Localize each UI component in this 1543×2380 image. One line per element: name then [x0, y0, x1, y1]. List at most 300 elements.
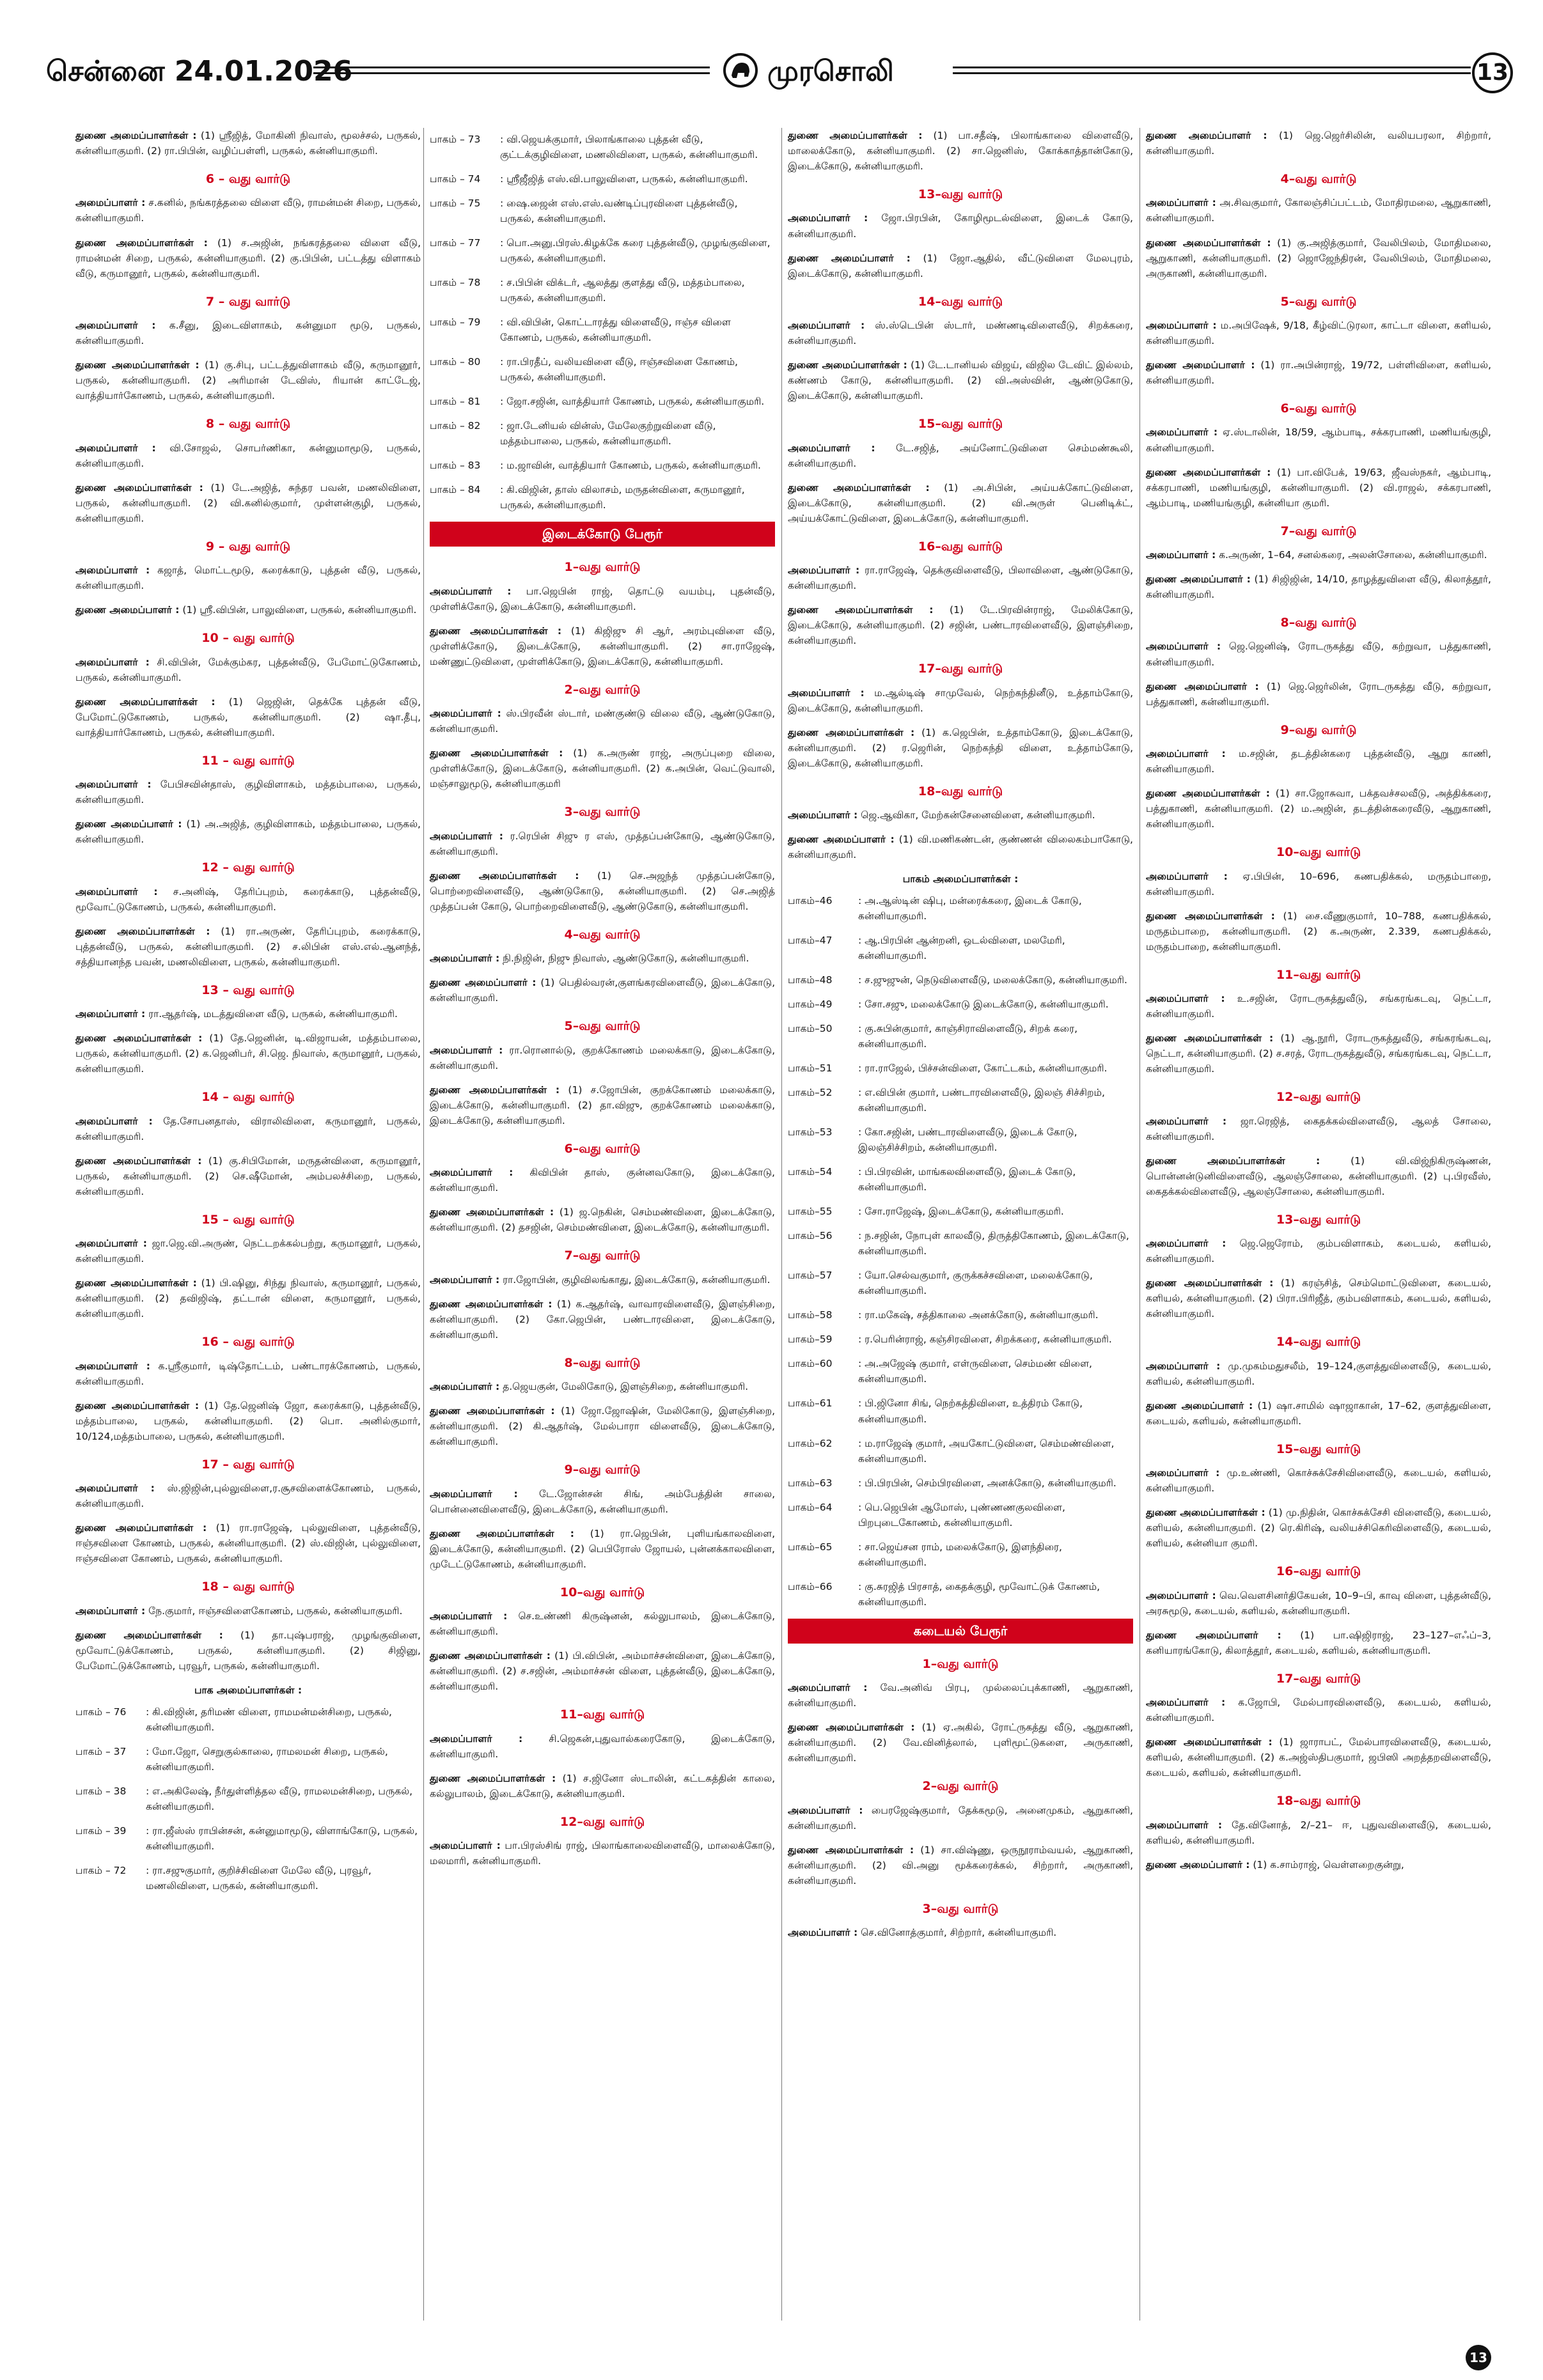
appointment-details: சி.ஜெகன்,புதுவால்கரைகோடு, இடைக்கோடு, கன்னியாகுமரி.: [430, 1732, 776, 1760]
role-label: அமைப்பாளர் :: [1146, 1589, 1216, 1601]
appointment-details: நி.நிஜின், நிஜு நிவாஸ், ஆண்டுகோடு, கன்னியாகுமரி.: [499, 953, 749, 965]
booth-details: : கு.சுபின்குமார், காஞ்சிராவிளைவீடு, சிறக் கரை, கன்னியாகுமரி.: [858, 1023, 1078, 1050]
role-label: துணை அமைப்பாளர்கள் :: [1146, 237, 1271, 249]
appointment-details: (1) டே.பிரவின்ராஜ், மேலிக்கோடு, இடைக்கோடு, கன்னியாகுமரி. (2) சஜின், பண்டாரவிளைவீடு, இளஞ்சிறை, கன்னியாகுமரி.: [788, 604, 1134, 647]
role-label: அமைப்பாளர் :: [788, 319, 865, 331]
appointment-details: (1) ஸ்ரீ.விபின், பாலுவிளை, பருகல், கன்னியாகுமரி.: [179, 604, 417, 616]
appointment-entry: [75, 1520, 421, 1566]
appointment-details: செ.வினோத்குமார், சிற்றார், கன்னியாகுமரி.: [858, 1927, 1057, 1939]
booth-details: : ஜா.டேனியல் வின்ஸ், மேலேகுற்றுவிளை வீடு, மத்தம்பாலை, பருகல், கன்னியாகுமரி.: [500, 420, 716, 447]
role-label: அமைப்பாளர் :: [75, 1115, 153, 1127]
appointment-entry: [75, 318, 421, 348]
ward-heading: 13 – வது வார்டு: [201, 983, 295, 997]
booth-number: பாகம்–55: [788, 1206, 833, 1218]
appointment-entry: [75, 1628, 421, 1674]
appointment-details: (1) வி.விஜ்நிகிருஷ்ணன், பொன்னன்டுனிவிளைவீடு, ஆலஞ்சோலை, கன்னியாகுமரி. (2) பு.பிரவீஸ், கைதக்கல்விளைவீடு, ஆலஞ்சோலை, கன்னியாகுமரி.: [1146, 1155, 1491, 1197]
role-label: துணை அமைப்பாளர் :: [430, 977, 537, 989]
appointment-details: (1) சை.வீணுகுமார், 10–788, கணபதிக்கல், மருதம்பாறை, கன்னியாகுமரி. (2) க.அருண், 2.339, கணபதிக்கல், மருதம்பாறை, கன்னியாகுமரி.: [1146, 910, 1492, 953]
ward-heading: 2–வது வார்டு: [922, 1779, 999, 1794]
role-label: அமைப்பாளர் :: [430, 1167, 513, 1179]
ward-heading: 2–வது வார்டு: [564, 682, 641, 697]
appointment-details: க.ஸ்ரீகுமார், டிஷ்தோட்டம், பண்டாரக்கோணம், பருகல், கன்னியாகுமரி.: [75, 1360, 421, 1387]
appointment-entry: [75, 884, 421, 915]
role-label: அமைப்பாளர் :: [430, 1610, 508, 1622]
role-label: துணை அமைப்பாளர்கள் :: [75, 925, 210, 937]
appointment-details: (1) டே.அஜித், சுந்தர பவன், மணலிவிளை, பருகல், கன்னியாகுமரி. (2) வி.கனில்குமார், முள்ளன்குழி, பருகல், கன்னியாகுமரி.: [75, 481, 421, 524]
appointment-details: ச.அனிஷ், தேரிப்புறம், கரைக்காடு, புத்தன்வீடு, மூவோட்டுகோணம், பருகல், கன்னியாகுமரி.: [75, 885, 421, 913]
role-label: துணை அமைப்பாளர்கள் :: [75, 1522, 207, 1534]
appointment-entry: [75, 655, 421, 685]
booth-number: பாகம் – 37: [75, 1745, 127, 1757]
appointment-details: (1) சா.ஜோசுவா, பக்தவச்சலவீடு, அத்திக்கரை, பத்துகாணி, கன்னியாகுமரி. (2) ம.அஜின், தடத்தின்கரைவீடு, ஆறுகாணி, கன்னியாகுமரி.: [1146, 788, 1491, 830]
role-label: அமைப்பாளர் :: [1146, 747, 1226, 759]
appointment-details: (1) க.அருண் ராஜ், அருப்புறை விலை, முள்ளிக்கோடு, இடைக்கோடு, கன்னியாகுமரி. (2) க.அபின், வெட்டுவாலி, மஞ்சாலுமூடு, கன்னியாகுமரி: [430, 747, 775, 790]
booth-details: : மோ.ஜோ, செறுகுல்காலை, ராமலமன் சிறை, பருகல், கன்னியாகுமரி.: [146, 1745, 388, 1773]
role-label: துணை அமைப்பாளர் :: [788, 252, 911, 264]
role-label: அமைப்பாளர் :: [75, 656, 150, 668]
appointment-details: (1) ஜாராபட், மேல்பாரவிளைவீடு, கடையல், களியல், கன்னியாகுமரி. (2) க.அஜ்ஸ்திபகுமார், ஜபிஸி அறத்தறவிளைவீடு, கடையல், களியல், கன்னியாகுமரி.: [1146, 1736, 1492, 1779]
appointment-entry: [1146, 786, 1491, 832]
booth-details: : ச.பிபின் விக்டர், ஆலத்து குளத்து வீடு, மத்தம்பாலை, பருகல், கன்னியாகுமரி.: [500, 277, 745, 304]
booth-list: [430, 132, 775, 513]
appointment-details: ஜா.ரெஜித், கைதக்கல்விளைவீடு, ஆலத் சோலை, கன்னியாகுமரி.: [1146, 1115, 1491, 1142]
ward-heading: 1–வது வார்டு: [922, 1656, 999, 1671]
role-label: துணை அமைப்பாளர்கள் :: [430, 1650, 551, 1662]
appointment-entry: [1146, 235, 1491, 281]
booth-number: பாகம் – 39: [75, 1824, 127, 1837]
appointment-details: (1) ஜெ.ஜெர்சிலின், வலியபரலா, சிற்றார், கன்னியாகுமரி.: [1146, 130, 1491, 157]
ward-heading: 13–வது வார்டு: [1276, 1212, 1361, 1227]
appointment-entry: [1146, 679, 1491, 710]
ward-heading: 16–வது வார்டு: [918, 539, 1003, 554]
ward-heading: 12–வது வார்டு: [1276, 1090, 1361, 1105]
role-label: துணை அமைப்பாளர் :: [75, 604, 180, 616]
appointment-details: டே.ஜோன்சன் சிங், அம்பேத்தின் சாலை, பொன்னைவிளைவீடு, இடைக்கோடு, கன்னியாகுமரி.: [430, 1488, 775, 1515]
appointment-entry: [430, 1379, 775, 1394]
appointment-entry: [1146, 908, 1491, 954]
appointment-details: (1) ஜோ.ஜோஷின், மேலிகோடு, இளஞ்சிறை, கன்னியாகுமரி. (2) கி.ஆதர்ஷ், மேல்பாரா விளைவீடு, இடைக்கோடு, கன்னியாகுமரி.: [430, 1405, 775, 1448]
appointment-details: (1) தா.புஷ்பராஜ், முழங்குவிளை, மூவோட்டுக்கோணம், பருகல், கன்னியாகுமரி. (2) சிஜினு, பேமோட்டுக்கோணம், புரவூர், பருகல், கன்னியாகுமரி.: [75, 1629, 421, 1672]
appointment-entry: [788, 563, 1133, 593]
role-label: துணை அமைப்பாளர்கள் :: [788, 726, 915, 738]
role-label: அமைப்பாளர் :: [788, 442, 875, 454]
booth-list: [75, 1683, 421, 1894]
ward-heading: 8 – வது வார்டு: [205, 417, 291, 432]
booth-details: : வி.ஜெயக்குமார், பிலாங்காலை புத்தன் வீடு, குட்டக்குழிவிளை, மணலிவிளை, பருகல், கன்னியாகுமரி.: [500, 134, 758, 161]
booth-row: [788, 1356, 1133, 1387]
appointment-details: (1) கரஞ்சித், செம்மொட்டுவிளை, கடையல், களியல், கன்னியாகுமரி. (2) பிரா.பிரிஜீத், கும்பவிளாகம், கடையல், களியல், கன்னியாகுமரி.: [1146, 1277, 1492, 1320]
booth-details: : சோ.ராஜேஷ், இடைக்கோடு, கன்னியாகுமரி.: [858, 1206, 1064, 1218]
appointment-details: (1) ரா.அருண், தேரிப்புறம், கரைக்காடு, புத்தன்வீடு, பருகல், கன்னியாகுமரி. (2) ச.லிபின் எஸ்.எல்.ஆனந்த், சத்தியானந்த பவன், மணலிவிளை, பருகல், கன்னியாகுமரி.: [75, 925, 421, 968]
booth-details: : எ.விபின் குமார், பண்டாரவிளைவீடு, இலஞ் சிச்சிறம், கன்னியாகுமரி.: [858, 1087, 1105, 1114]
booth-details: : யோ.செல்வகுமார், குருக்கச்சவிளை, மலைக்கோடு, கன்னியாகுமரி.: [858, 1270, 1093, 1297]
role-label: அமைப்பாளர் :: [788, 809, 858, 821]
role-label: அமைப்பாளர் :: [1146, 197, 1216, 209]
role-label: அமைப்பாளர் :: [75, 197, 146, 209]
ward-heading: 18 – வது வார்டு: [201, 1580, 295, 1594]
role-label: அமைப்பாளர் :: [1146, 549, 1216, 561]
ward-heading: 11–வது வார்டு: [1276, 967, 1361, 982]
booth-row: [788, 1021, 1133, 1052]
appointment-entry: [430, 1204, 775, 1235]
appointment-entry: [75, 357, 421, 403]
role-label: அமைப்பாளர் :: [788, 687, 865, 699]
booth-number: பாகம் – 77: [430, 237, 481, 249]
booth-number: பாகம் – 74: [430, 173, 481, 185]
booth-row: [788, 933, 1133, 963]
appointment-details: மு.முகம்மதுசலீம், 19–124,குளத்துவிளைவீடு, கடையல், களியல், கன்னியாகுமரி.: [1146, 1360, 1492, 1387]
role-label: துணை அமைப்பாளர்கள் :: [788, 604, 934, 616]
role-label: துணை அமைப்பாளர்கள் :: [788, 359, 907, 371]
booth-number: பாகம்–57: [788, 1270, 833, 1282]
booth-number: பாகம்–52: [788, 1087, 833, 1099]
article-column-4: [1146, 128, 1491, 1881]
ward-heading: 9–வது வார்டு: [1280, 722, 1357, 737]
column-divider: [781, 128, 782, 2321]
ward-heading: 7–வது வார்டு: [1280, 524, 1357, 538]
appointment-entry: [75, 1398, 421, 1444]
article-column-1: [75, 128, 421, 1902]
booth-details: : ஷை.ஜைன் எஸ்.எஸ்.வண்டிப்புரவிளை புத்தன்வீடு, பருகல், கன்னியாகுமரி.: [500, 198, 738, 225]
appointment-entry: [1146, 639, 1491, 669]
appointment-details: க.ஜோபி, மேல்பாரவிளைவீடு, கடையல், களியல், கன்னியாகுமரி.: [1146, 1697, 1491, 1724]
role-label: அமைப்பாளர் :: [1146, 319, 1217, 331]
booth-row: [430, 196, 775, 226]
booth-row: [430, 354, 775, 385]
booth-details: : ர.பெரின்ராஜ், கஞ்சிரவிளை, சிறக்கரை, கன்னியாகுமரி.: [858, 1334, 1112, 1346]
appointment-details: ஸ்.பிரவீன் ஸ்டார், மண்குண்டு விலை வீடு, ஆண்டுகோடு, கன்னியாகுமரி.: [430, 708, 775, 735]
appointment-entry: [75, 195, 421, 226]
role-label: அமைப்பாளர் :: [788, 212, 868, 224]
appointment-entry: [1146, 128, 1491, 159]
appointment-details: ரா.ஆதர்ஷ், மடத்துவிளை வீடு, பருகல், கன்னியாகுமரி.: [145, 1008, 398, 1020]
role-label: அமைப்பாளர் :: [1146, 1115, 1227, 1127]
ward-heading: 15–வது வார்டு: [1276, 1442, 1361, 1456]
appointment-entry: [788, 210, 1133, 241]
appointment-entry: [75, 1603, 421, 1619]
appointment-details: (1) கிஜிஜு சி ஆர், அரம்புவிளை வீடு, முள்ளிக்கோடு, இடைக்கோடு, கன்னியாகுமரி. (2) சா.ராஜேஷ், மண்ணுட்டுவிளை, முள்ளிக்கோடு, இடைக்கோடு, கன்னியாகுமரி.: [430, 625, 775, 667]
ward-heading: 5–வது வார்டு: [564, 1019, 641, 1034]
role-label: துணை அமைப்பாளர் :: [1146, 1399, 1253, 1412]
booth-number: பாகம்–47: [788, 935, 833, 947]
appointment-details: பா.ஜெபின் ராஜ், தொட்டு வயம்பு, புதன்வீடு, முள்ளிக்கோடு, இடைக்கோடு, கன்னியாகுமரி.: [430, 585, 775, 612]
newspaper-logo-icon: [723, 52, 758, 88]
appointment-details: (1) க.சாம்ராஜ், வெள்ளறைகுன்று,: [1249, 1858, 1404, 1871]
appointment-entry: [430, 1526, 775, 1572]
appointment-entry: [1146, 991, 1491, 1022]
appointment-entry: [1146, 318, 1491, 348]
role-label: துணை அமைப்பாளர்கள் :: [788, 130, 923, 141]
ward-heading: 3–வது வார்டு: [564, 805, 641, 820]
appointment-entry: [788, 357, 1133, 403]
role-label: துணை அமைப்பாளர்கள் :: [430, 1206, 554, 1218]
ward-heading: 10–வது வார்டு: [1276, 845, 1361, 860]
masthead-rule-right: [953, 66, 1471, 74]
appointment-entry: [788, 440, 1133, 471]
booth-row: [430, 132, 775, 162]
appointment-details: ஜா.ஜெ.வி.அருண், நெட்டறக்கல்பற்று, கருமானூர், பருகல், கன்னியாகுமரி.: [75, 1238, 421, 1265]
booth-number: பாகம்–60: [788, 1358, 833, 1370]
appointment-details: ரா.ராஜேஷ், தெக்குவிளைவீடு, பிலாவிளை, ஆண்டுகோடு, கன்னியாகுமரி.: [788, 564, 1133, 592]
appointment-entry: [430, 1648, 775, 1694]
appointment-details: வே.அனிவ் பிரபு, முல்லைப்புக்காணி, ஆறுகாணி, கன்னியாகுமரி.: [788, 1682, 1133, 1709]
ward-heading: 9 – வது வார்டு: [205, 539, 291, 554]
ward-heading: 14–வது வார்டு: [1276, 1335, 1361, 1349]
ward-heading: 15 – வது வார்டு: [201, 1212, 295, 1227]
appointment-entry: [1146, 746, 1491, 777]
appointment-details: (1) பா.ஷிஜிராஜ், 23–127–எஃப்–3, கனியாரங்கோடு, கிலாத்தூர், கடையல், களியல், கன்னியாகுமரி.: [1146, 1629, 1491, 1656]
ward-heading: 8–வது வார்டு: [1280, 616, 1357, 630]
appointment-details: ம.அபிஷேக், 9/18, கீழ்விட்டுரலா, காட்டா விளை, களியல், கன்னியாகுமரி.: [1146, 319, 1491, 346]
appointment-details: பேபிசவின்தாஸ், குழிவிளாகம், மத்தம்பாலை, பருகல், கன்னியாகுமரி.: [75, 779, 421, 806]
appointment-details: த.ஜெயகுன், மேலிகோடு, இளஞ்சிறை, கன்னியாகுமரி.: [499, 1381, 749, 1393]
appointment-entry: [788, 725, 1133, 771]
booth-row: [788, 1436, 1133, 1466]
role-label: அமைப்பாளர் :: [1146, 1819, 1223, 1831]
appointment-entry: [788, 1720, 1133, 1766]
booth-row: [788, 1061, 1133, 1076]
booth-details: : ரா.சஜுகுமார், குறிச்சிவிளை மேலே வீடு, புரவூர், மணலிவிளை, பருகல், கன்னியாகுமரி.: [146, 1864, 372, 1892]
booth-number: பாகம் – 78: [430, 277, 481, 289]
booth-row: [430, 171, 775, 187]
booth-row: [75, 1823, 421, 1854]
appointment-details: ரா.ஜோபின், குழிவிலங்காது, இடைக்கோடு, கன்னியாகுமரி.: [499, 1273, 771, 1286]
role-label: துணை அமைப்பாளர் :: [1146, 680, 1259, 692]
ward-heading: 6–வது வார்டு: [1280, 401, 1357, 416]
appointment-details: டே.சஜித், அய்னோட்டுவிளை செம்மண்கூலி, கன்னியாகுமரி.: [788, 442, 1133, 469]
ward-heading: 7 – வது வார்டு: [205, 294, 291, 309]
booth-number: பாகம் – 80: [430, 356, 481, 368]
appointment-details: (1) ஜெ.ஜெர்லின், ரோடருகத்து வீடு, கற்றுவா, பத்துகாணி, கன்னியாகுமரி.: [1146, 680, 1491, 708]
role-label: துணை அமைப்பாளர் :: [75, 818, 182, 830]
appointment-entry: [75, 1153, 421, 1199]
appointment-entry: [75, 235, 421, 281]
appointment-details: (1) சிஜிஜின், 14/10, தாழத்துவிளை வீடு, கிலாத்தூர், கன்னியாகுமரி.: [1146, 573, 1491, 601]
appointment-details: (1) தே.ஜெனின், டி.விஜாயன், மத்தம்பாலை, பருகல், கன்னியாகுமரி. (2) க.ஜெனிபர், சி.ஜெ. நிவாஸ், கருமானூர், பருகல், கன்னியாகுமரி.: [75, 1032, 421, 1075]
role-label: அமைப்பாளர் :: [1146, 1467, 1220, 1479]
appointment-entry: [75, 1481, 421, 1511]
appointment-entry: [75, 563, 421, 593]
role-label: அமைப்பாளர் :: [430, 1840, 501, 1852]
appointment-details: ம.சஜின், தடத்தின்கரை புத்தன்வீடு, ஆறு காணி, கன்னியாகுமரி.: [1146, 747, 1491, 775]
booth-number: பாகம் – 72: [75, 1864, 127, 1876]
booth-row: [75, 1704, 421, 1735]
appointment-details: (1) ச.ஜினோ ஸ்டாலின், கட்டகத்தின் காலை, கல்லுபாலம், இடைக்கோடு, கன்னியாகுமரி.: [430, 1772, 776, 1800]
appointment-entry: [1146, 1628, 1491, 1658]
appointment-entry: [430, 828, 775, 859]
role-label: அமைப்பாளர் :: [430, 1273, 500, 1286]
role-label: துணை அமைப்பாளர்கள் :: [430, 1527, 575, 1539]
appointment-details: (1) ஜெஜின், தெக்கே புத்தன் வீடு, பேமோட்டுகோணம், பருகல், கன்னியாகுமரி. (2) ஷா.தீபு, வாத்தியார்கோணம், பருகல், கன்னியாகுமரி.: [75, 696, 421, 738]
booth-row: [788, 1085, 1133, 1116]
role-label: அமைப்பாளர் :: [75, 885, 158, 898]
booth-number: பாகம் – 38: [75, 1785, 127, 1797]
role-label: அமைப்பாளர் :: [430, 1044, 503, 1056]
ward-heading: 10–வது வார்டு: [560, 1585, 645, 1599]
appointment-entry: [1146, 1817, 1491, 1848]
appointment-entry: [430, 623, 775, 669]
column-divider: [423, 128, 424, 2321]
appointment-details: (1) சா.விஷ்ணு, ஒருநூராம்வயல், ஆறுகாணி, கன்னியாகுமரி. (2) வி.அனு மூக்கரைக்கல், சிற்றார், அருகாணி, கன்னியாகுமரி.: [788, 1844, 1133, 1886]
booth-number: பாகம்–61: [788, 1397, 833, 1410]
role-label: துணை அமைப்பாளர்கள் :: [430, 1405, 555, 1417]
appointment-entry: [788, 318, 1133, 348]
role-label: அமைப்பாளர் :: [788, 564, 860, 577]
role-label: துணை அமைப்பாளர்கள் :: [788, 481, 930, 494]
appointment-details: (1) பா.விபேக், 19/63, ஜீவஸ்நகர், ஆம்பாடி, சக்கரபாணி, மணியங்குழி, கன்னியாகுமரி. (2) வி.ராஜல், சக்கரபாணி, ஆம்பாடி, மணியங்குழி, கன்னியா குமரி.: [1146, 466, 1491, 509]
appointment-details: ஜெ.ஆவிகா, மேற்கன்சேனைவிளை, கன்னியாகுமரி.: [858, 809, 1095, 821]
appointment-details: ஸ்.ஜிஜின்,புல்லுவிளை,ர.சூசவிளைக்கோணம், பருகல், கன்னியாகுமரி.: [75, 1482, 421, 1510]
appointment-details: (1) க.ஜெபின், உத்தாம்கோடு, இடைக்கோடு, கன்னியாகுமரி. (2) ர.ஜெரின், நெற்கந்தி விளை, உத்தாம்கோடு, இடைக்கோடு, கன்னியாகுமரி.: [788, 726, 1133, 769]
role-label: துணை அமைப்பாளர் :: [1146, 359, 1255, 371]
ward-heading: 10 – வது வார்டு: [201, 631, 295, 646]
appointment-details: ஸ்.ஸ்டெபின் ஸ்டார், மண்ணடிவிளைவீடு, சிறக்கரை, கன்னியாகுமரி.: [788, 319, 1134, 346]
booth-details: : ரா.ராஜேல், பிச்சன்விளை, கோட்டகம், கன்னியாகுமரி.: [858, 1062, 1108, 1075]
appointment-entry: [430, 706, 775, 736]
role-label: அமைப்பாளர் :: [1146, 641, 1221, 653]
footer-page-number: 13: [1466, 2345, 1491, 2370]
booth-number: பாகம்–49: [788, 999, 833, 1011]
appointment-entry: [430, 1486, 775, 1517]
appointment-details: (1) கு.சிபிமோன், மருதன்விளை, கருமானூர், பருகல், கன்னியாகுமரி. (2) செ.ஷீமோன், அம்பலச்சிறை, பருகல், கன்னியாகுமரி.: [75, 1155, 421, 1197]
booth-row: [75, 1784, 421, 1814]
booth-details: : ஸ்ரீஜீஜித் எஸ்.வி.பாலுவிளை, பருகல், கன்னியாகுமரி.: [500, 173, 748, 185]
ward-heading: 8–வது வார்டு: [564, 1355, 641, 1370]
appointment-details: (1) பி.விபின், அம்மாச்சன்விளை, இடைக்கோடு, கன்னியாகுமரி. (2) ச.சஜின், அம்மாச்சன் விளை, புத்தன்வீடு, இடைக்கோடு, கன்னியாகுமரி.: [430, 1650, 775, 1693]
booth-number: பாகம்–62: [788, 1437, 833, 1449]
booth-row: [788, 1228, 1133, 1259]
booth-details: : பி.பிரவின், மாங்கலவிளைவீடு, இடைக் கோடு, கன்னியாகுமரி.: [858, 1166, 1076, 1194]
booth-number: பாகம் – 75: [430, 198, 481, 210]
appointment-entry: [788, 1680, 1133, 1711]
role-label: துணை அமைப்பாளர்கள் :: [75, 696, 215, 708]
ward-heading: 17–வது வார்டு: [918, 662, 1003, 676]
appointment-details: (1) அ.சிபின், அய்யக்கோட்டுவிளை, இடைக்கோடு, கன்னியாகுமரி. (2) வி.அருள் பெனிடிக்ட், அய்யக்கோட்டுவிளை, இடைக்கோடு, கன்னியாகுமரி.: [788, 481, 1133, 524]
role-label: துணை அமைப்பாளர்கள் :: [430, 747, 563, 759]
appointment-entry: [75, 1006, 421, 1022]
ward-heading: 6–வது வார்டு: [564, 1141, 641, 1156]
booth-details: : சோ.சஜு, மலைக்கோடு இடைக்கோடு, கன்னியாகுமரி.: [858, 999, 1109, 1011]
ward-heading: 1–வது வார்டு: [564, 560, 641, 575]
appointment-entry: [788, 480, 1133, 526]
booth-list-title: பாக அமைப்பாளர்கள் :: [194, 1684, 302, 1696]
booth-number: பாகம் – 83: [430, 460, 481, 472]
role-label: அமைப்பாளர் :: [430, 1732, 523, 1745]
booth-list-title: பாகம் அமைப்பாளர்கள் :: [902, 873, 1019, 885]
appointment-details: வி.சோஜல், சொபர்ணிகா, கன்னுமாமூடு, பருகல், கன்னியாகுமரி.: [75, 442, 421, 469]
booth-number: பாகம்–50: [788, 1023, 833, 1035]
appointment-details: (1) கு.அஜித்குமார், வேலிபிலம், மோதிமலை, ஆறுகாணி, கன்னியாகுமரி. (2) ஜொஜேந்திரன், வேலிபிலம், மோதிமலை, அருகாணி, கன்னியாகுமரி.: [1146, 237, 1492, 279]
ward-heading: 3–வது வார்டு: [922, 1901, 999, 1916]
appointment-entry: [430, 1272, 775, 1287]
booth-details: : அ.ஆஸ்டின் ஷிபு, மன்ரைக்கரை, இடைக் கோடு, கன்னியாகுமரி.: [858, 895, 1082, 922]
appointment-entry: [75, 777, 421, 807]
booth-details: : பி.பிரபின், செம்பிரவிளை, அனக்கோடு, கன்னியாகுமரி.: [858, 1477, 1116, 1489]
role-label: துணை அமைப்பாளர்கள் :: [430, 625, 562, 637]
ward-heading: 18–வது வார்டு: [1276, 1794, 1361, 1808]
section-heading: கடையல் பேரூர்: [788, 1619, 1133, 1644]
appointment-details: க.அருண், 1–64, சனல்கரை, அலன்சோலை, கன்னியாகுமரி.: [1216, 549, 1487, 561]
appointment-entry: [75, 1236, 421, 1266]
appointment-entry: [430, 1165, 775, 1195]
booth-number: பாகம்–65: [788, 1541, 833, 1553]
appointment-entry: [75, 1114, 421, 1144]
booth-row: [430, 315, 775, 345]
appointment-details: (1) செ.அஜந்த் முத்தப்பன்கோடு, பொற்றைவிளைவீடு, ஆண்டுகோடு, கன்னியாகுமரி. (2) செ.அஜித் முத்தப்பன் கோடு, பொற்றைவிளைவீடு, ஆண்டுகோடு, கன்னியாகுமரி.: [430, 869, 775, 912]
role-label: அமைப்பாளர் :: [75, 564, 150, 577]
role-label: துணை அமைப்பாளர்கள் :: [1146, 1155, 1320, 1167]
appointment-details: க.சீனு, இடைவிளாகம், கன்னுமா மூடு, பருகல், கன்னியாகுமரி.: [75, 319, 421, 346]
appointment-entry: [430, 1296, 775, 1342]
booth-number: பாகம்–66: [788, 1580, 833, 1592]
appointment-entry: [1146, 1031, 1491, 1077]
appointment-entry: [1146, 1358, 1491, 1389]
appointment-entry: [430, 868, 775, 914]
appointment-details: அ.சிவகுமார், கோலஞ்சிப்பட்டம், மோதிரமலை, ஆறுகாணி, கன்னியாகுமரி.: [1146, 197, 1491, 224]
appointment-details: (1) ஆ.நூரி, ரோடருகத்துவீடு, சங்கரங்கடவு, நெட்டா, கன்னியாகுமரி. (2) ச.சரத், ரோடருகத்துவீடு, சங்கரங்கடவு, நெட்டா, கன்னியாகுமரி.: [1146, 1032, 1491, 1075]
booth-details: : கி.விஜின், தாஸ் விலாசம், மருதன்விளை, கருமானூர், பருகல், கன்னியாகுமரி.: [500, 484, 745, 511]
ward-heading: 4–வது வார்டு: [564, 927, 641, 942]
role-label: அமைப்பாளர் :: [430, 953, 500, 965]
booth-number: பாகம் – 73: [430, 134, 481, 145]
appointment-entry: [788, 251, 1133, 281]
ward-heading: 7–வது வார்டு: [564, 1248, 641, 1263]
booth-row: [75, 1744, 421, 1775]
booth-row: [788, 972, 1133, 988]
role-label: துணை அமைப்பாளர் :: [1146, 130, 1267, 141]
booth-list: [788, 871, 1133, 1610]
role-label: துணை அமைப்பாளர்கள் :: [75, 481, 203, 494]
appointment-entry: [75, 128, 421, 159]
role-label: துணை அமைப்பாளர்கள் :: [75, 1629, 223, 1641]
booth-row: [788, 893, 1133, 924]
ward-heading: 4–வது வார்டு: [1280, 172, 1357, 187]
booth-row: [788, 1124, 1133, 1155]
role-label: அமைப்பாளர் :: [430, 1488, 518, 1500]
booth-row: [430, 418, 775, 449]
appointment-details: (1) ச.ஜோபின், குறக்கோணம் மலைக்காடு, இடைக்கோடு, கன்னியாகுமரி. (2) தா.விஜு, குறக்கோணம் மலைக்காடு, இடைக்கோடு, கன்னியாகுமரி.: [430, 1084, 775, 1126]
appointment-details: மு.உண்ணி, கொச்சுக்சேசிவிளைவீடு, கடையல், களியல், கன்னியாகுமரி.: [1146, 1467, 1491, 1495]
appointment-details: (1) கு.சிபு, பட்டத்துவிளாகம் வீடு, கருமானூர், பருகல், கன்னியாகுமரி. (2) அரிமான் டேவிஸ், ரியான் காட்டேஜ், வாத்தியார்கோணம், பருகல், கன்னியாகுமரி.: [75, 359, 421, 402]
role-label: அமைப்பாளர் :: [75, 442, 156, 454]
appointment-entry: [1146, 869, 1491, 899]
appointment-details: (1) பெதில்வரன்,குளங்கரவிளைவீடு, இடைக்கோடு, கன்னியாகுமரி.: [430, 977, 775, 1004]
appointment-details: (1) அ.அஜித், குழிவிளாகம், மத்தம்பாலை, பருகல், கன்னியாகுமரி.: [75, 818, 421, 846]
appointment-details: (1) க.ஆதர்ஷ், வாவாரவிளைவீடு, இளஞ்சிறை, கன்னியாகுமரி. (2) கோ.ஜெபின், பண்டாரவிளை, இடைக்கோடு, கன்னியாகுமரி.: [430, 1298, 775, 1341]
role-label: துணை அமைப்பாளர்கள் :: [75, 1155, 202, 1167]
booth-number: பாகம்–63: [788, 1477, 833, 1489]
appointment-details: (1) தே.ஜெனிஷ் ஜோ, கரைக்காடு, புத்தன்வீடு, மத்தம்பாலை, பருகல், கன்னியாகுமரி. (2) பொ. அனில்குமார், 10/124,மத்தம்பாலை, பருகல், கன்னியாகுமரி.: [75, 1399, 421, 1442]
booth-row: [788, 1475, 1133, 1491]
appointment-details: தே.வினோத், 2/–21– ஈ, புதுவவிளைவீடு, கடையல், களியல், கன்னியாகுமரி.: [1146, 1819, 1491, 1846]
ward-heading: 9–வது வார்டு: [564, 1463, 641, 1477]
role-label: அமைப்பாளர் :: [1146, 426, 1218, 439]
ward-heading: 12 – வது வார்டு: [201, 860, 295, 875]
appointment-entry: [430, 1771, 775, 1801]
appointment-entry: [430, 1838, 775, 1869]
edition-date: சென்னை 24.01.2026: [46, 55, 353, 88]
role-label: அமைப்பாளர் :: [1146, 1360, 1221, 1372]
appointment-entry: [788, 685, 1133, 716]
role-label: துணை அமைப்பாளர்கள் :: [1146, 466, 1271, 478]
role-label: அமைப்பாளர் :: [75, 1482, 155, 1495]
appointment-entry: [75, 1031, 421, 1077]
appointment-entry: [75, 602, 421, 618]
role-label: துணை அமைப்பாளர்கள் :: [75, 1399, 200, 1412]
appointment-entry: [1146, 1275, 1491, 1321]
booth-details: : ம.ஜாவின், வாத்தியார் கோணம், பருகல், கன்னியாகுமரி.: [500, 460, 761, 472]
booth-number: பாகம் – 84: [430, 484, 481, 496]
